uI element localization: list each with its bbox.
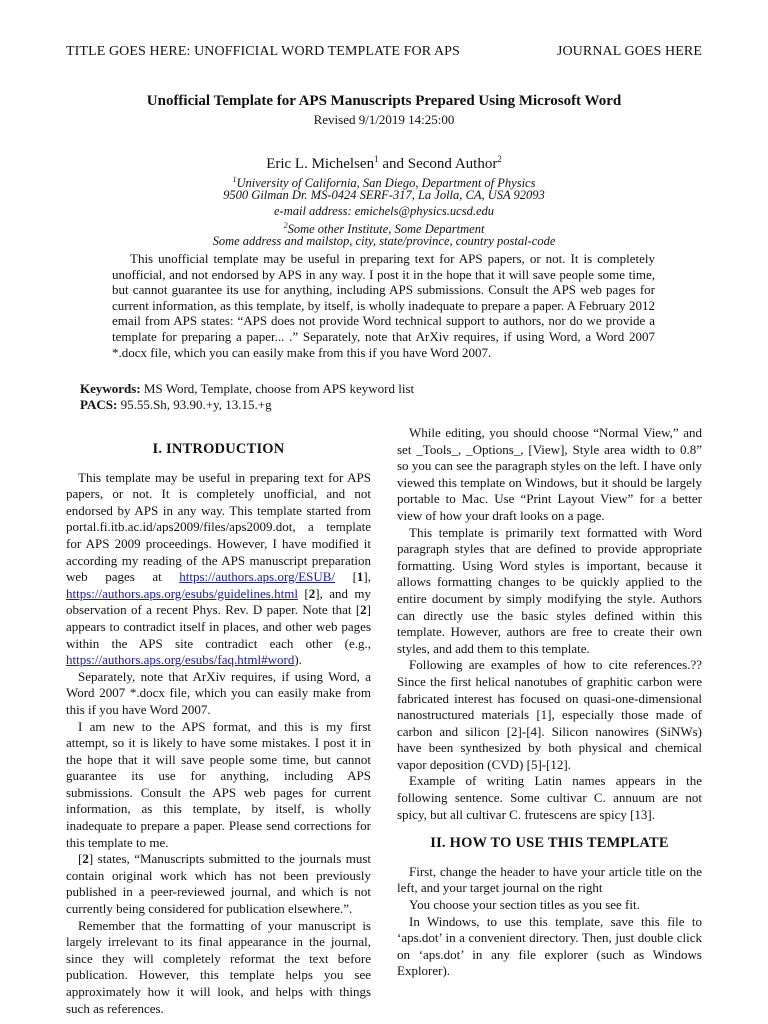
header-journal: JOURNAL GOES HERE bbox=[556, 44, 702, 59]
paragraph: Following are examples of how to cite references.?? Since the first helical nanotubes of graphitic carbon were fabricated interest has focused on quasi-one-dimensional nanostructured materials [1], especially those made of carbon and silicon [2]-[4]. Silicon nanowires (SiNWs) have been synthesized by both physical and chemical vapor deposition (CVD) [5]-[12]. bbox=[397, 657, 702, 772]
author-1-sup: 1 bbox=[374, 154, 379, 164]
spacer bbox=[397, 823, 702, 835]
paragraph: I am new to the APS format, and this is my first attempt, so it is likely to have some mistakes. I post it in the hope that it will save people some time, but cannot guarantee its use for anything, including APS submissions. Consult the APS web pages for current information, as this template, by itself, is wholly inadequate to prepare a paper. Please send corrections for this template to me. bbox=[66, 718, 371, 850]
section-heading-how-to-use: II. HOW TO USE THIS TEMPLATE bbox=[430, 835, 669, 852]
citation-ref: 2 bbox=[360, 602, 367, 618]
paragraph-text: ], and my observation of a recent Phys. Rev. D paper. Note that [ bbox=[66, 585, 371, 618]
affiliation-text: 9500 Gilman Dr. MS-0424 SERF-317, La Jolla, CA, USA 92093 bbox=[223, 188, 545, 202]
affiliation-text: University of California, San Diego, Department of Physics bbox=[236, 176, 536, 191]
paragraph: Remember that the formatting of your manuscript is largely irrelevant to its final appearance in the journal, since they will completely reformat the text before publication. However, this template helps you see approximately how it will look, and helps with things such as references. bbox=[66, 917, 371, 1016]
paragraph-text: [ bbox=[78, 851, 83, 867]
citation-ref: 2 bbox=[308, 585, 316, 601]
author-1: Eric L. Michelsen bbox=[266, 156, 375, 172]
paragraph: You choose your section titles as you see fit. bbox=[409, 897, 640, 913]
paragraph-text: ], bbox=[363, 569, 371, 585]
keywords-label: Keywords: bbox=[80, 381, 141, 396]
author-2: and Second Author bbox=[378, 156, 498, 172]
revised-date: Revised 9/1/2019 14:25:00 bbox=[313, 112, 455, 127]
paragraph-text: ] states, “Manuscripts submitted to the journals must contain original work which has not been previously published in a peer-reviewed journal, and which is not currently being considered for publication elsewhere.”. bbox=[66, 851, 371, 917]
link-guidelines[interactable]: https://authors.aps.org/esubs/guidelines.html bbox=[66, 585, 298, 601]
paragraph bbox=[66, 470, 371, 669]
pacs-label: PACS: bbox=[80, 397, 118, 412]
paragraph: First, change the header to have your article title on the left, and your target journal on the right bbox=[397, 863, 702, 896]
paragraph: Separately, note that ArXiv requires, if using Word, a Word 2007 *.docx file, which you can easily make from this if you have Word 2007. bbox=[66, 668, 371, 717]
abstract: This unofficial template may be useful in preparing text for APS papers, or not. It is completely unofficial, and not endorsed by APS in any way. I post it in the hope that it will save people some time, but cannot guarantee its use for anything, including APS submissions. Consult the APS web pages for current information, as this template, by itself, is wholly inadequate to prepare a paper. A February 2012 email from APS states: “APS does not provide Word technical support to authors, nor do we provide a template for preparing a paper... .” Separately, note that ArXiv requires, if using Word, a Word 2007 *.docx file, which you can easily make from this if you have Word 2007. bbox=[112, 251, 655, 360]
running-header bbox=[66, 44, 702, 60]
link-faq[interactable]: https://authors.aps.org/esubs/faq.html#word bbox=[66, 652, 295, 668]
spacer bbox=[397, 852, 702, 864]
author-2-sup: 2 bbox=[497, 154, 502, 164]
affiliation-text: e-mail address: emichels@physics.ucsd.edu bbox=[273, 204, 494, 218]
keywords-line bbox=[80, 381, 414, 397]
paragraph-text: ] appears to contradict itself in places, and other web pages within the APS site contradict each other (e.g., bbox=[66, 602, 371, 651]
affiliation-line bbox=[0, 234, 768, 250]
section-heading-introduction: I. INTRODUCTION bbox=[152, 441, 285, 457]
paragraph: This template is primarily text formatted with Word paragraph styles that are defined to provide appropriate formatting. Using Word styles is important, because it allows formatting changes to be quickly applied to the entire document by simply modifying the style. Authors can directly use the basic styles defined within this template. However, authors are free to create their own styles, and add them to this template. bbox=[397, 524, 702, 656]
left-column bbox=[66, 441, 371, 1017]
affiliation-text: Some other Institute, Some Department bbox=[287, 222, 485, 237]
paragraph: While editing, you should choose “Normal View,” and set _Tools_, _Options_, [View], Style area width to 0.8” so you can see the paragraph styles on the left. I have only viewed this template on Windows, but it should be largely portable to Mac. Use “Print Layout View” for a better view of how your draft looks on a page. bbox=[397, 425, 702, 523]
author-line bbox=[0, 154, 768, 173]
paragraph bbox=[66, 851, 371, 917]
paragraph: In Windows, to use this template, save this file to ‘aps.dot’ in a convenient directory. Then, just double click on ‘aps.dot’ in any file explorer (such as Windows Explorer). bbox=[397, 913, 702, 979]
paragraph: Example of writing Latin names appears in the following sentence. Some cultivar C. annuum are not spicy, but all cultivar C. frutescens are spicy [13]. bbox=[397, 773, 702, 822]
citation-ref: 1 bbox=[356, 569, 364, 585]
keywords-value: MS Word, Template, choose from APS keyword list bbox=[140, 381, 415, 396]
affiliation-text: Some address and mailstop, city, state/province, country postal-code bbox=[212, 234, 556, 248]
affiliation-line bbox=[0, 188, 768, 204]
affiliation-sup: 2 bbox=[283, 221, 288, 230]
right-column bbox=[397, 425, 702, 980]
paragraph-text: [ bbox=[297, 585, 309, 601]
pacs-value: 95.55.Sh, 93.90.+y, 13.15.+g bbox=[117, 397, 272, 412]
paragraph-text: This template may be useful in preparing text for APS papers, or not. It is completely unofficial, and not endorsed by APS in any way. This template started from portal.fi.itb.ac.id/aps2009/files/aps2009.dot, a template for APS 2009 proceedings. However, I have modified it according my reading of the APS manuscript preparation web pages at bbox=[66, 469, 371, 585]
paper-title: Unofficial Template for APS Manuscripts Prepared Using Microsoft Word bbox=[146, 93, 622, 109]
pacs-line bbox=[80, 397, 272, 413]
paragraph-text: [ bbox=[335, 569, 357, 585]
link-esub[interactable]: https://authors.aps.org/ESUB/ bbox=[179, 569, 336, 585]
header-title: TITLE GOES HERE: UNOFFICIAL WORD TEMPLATE FOR APS bbox=[66, 44, 460, 59]
affiliation-sup: 1 bbox=[232, 175, 237, 184]
citation-ref: 2 bbox=[82, 851, 89, 867]
paragraph-text: ). bbox=[294, 652, 302, 668]
